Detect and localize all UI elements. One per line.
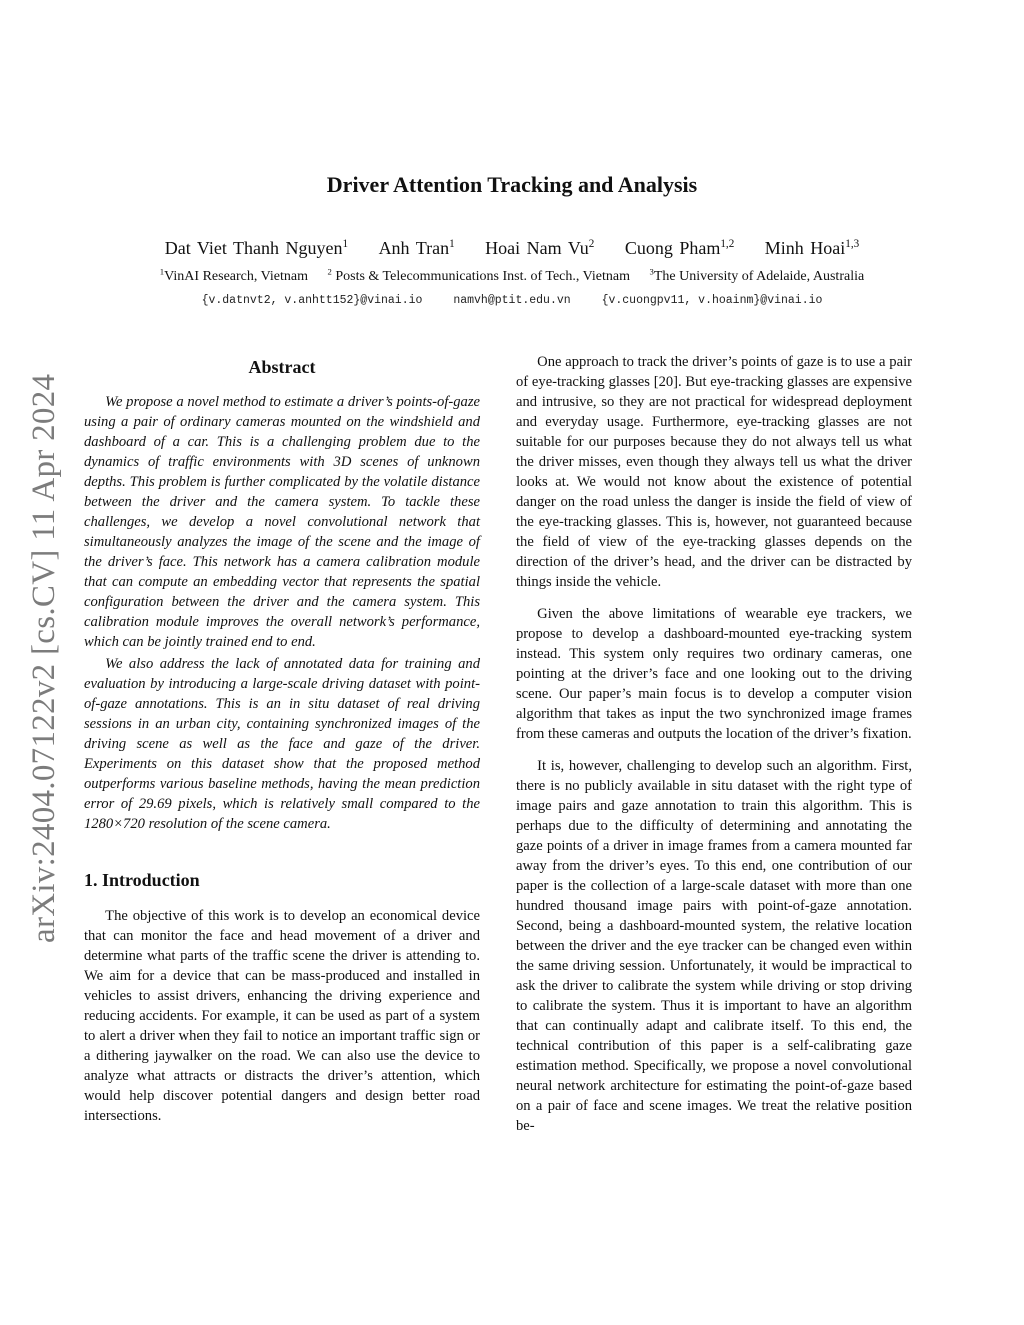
author: Cuong Pham$^{1,2}$ [624, 238, 735, 258]
body-paragraph: The objective of this work is to develop an economical device that can monitor the face and head movement of a driver and determine what parts of the traffic scene the driver is attending to. We aim for a device that can be mass-produced and installed in vehicles to assist drivers, enhancing the driving experience and reducing accidents. For example, it can be used as part of a system to alert a driver when they fail to notice an important traffic sign or a dithering jaywalker on the road. We can also use the device to analyze what attracts or distracts the driver’s attention, which would help discover potential dangers and design better road intersections. [84, 908, 480, 1124]
paper-title: Driver Attention Tracking and Analysis [326, 172, 698, 197]
affiliation: $^1$VinAI Research, Vietnam [159, 266, 308, 284]
author: Dat Viet Thanh Nguyen$^1$ [164, 238, 349, 258]
author: Anh Tran$^1$ [378, 238, 455, 258]
abstract-heading: Abstract [248, 357, 316, 377]
abstract-paragraph: We also address the lack of annotated data for training and evaluation by introducing a large-scale driving dataset with point-of-gaze annotations. This is an in situ dataset of real driving sessions in an urban city, containing synchronized images of the driving scene as well as the face and gaze of the driver. Experiments on this dataset show that the proposed method outperforms various baseline methods, having the mean prediction error of 29.69 pixels, which is relatively small compared to the 1280×720 resolution of the scene camera. [84, 656, 480, 832]
arxiv-stamp: arXiv:2404.07122v2 [cs.CV] 11 Apr 2024 [26, 373, 62, 943]
author: Hoai Nam Vu$^2$ [485, 238, 595, 258]
author-list [0, 238, 1024, 259]
body-paragraph: Given the above limitations of wearable eye trackers, we propose to develop a dashboard-mounted eye-tracking system instead. This system only requires two ordinary cameras, one pointing at the driver’s face and one looking out to the driving scene. Our paper’s main focus is to develop a computer vision algorithm that takes as input the two synchronized image frames from these cameras and outputs the location of the driver’s fixation. [516, 606, 912, 742]
left-column [84, 352, 480, 1138]
email-list [0, 294, 1024, 307]
body-paragraph: It is, however, challenging to develop such an algorithm. First, there is no publicly available in situ dataset with the right type of image pairs and gaze annotation to train this algorithm. This is perhaps due to the difficulty of determining and annotating the gaze points of a driver in image frames from a camera mounted far away from the driver’s eyes. To this end, one contribution of our paper is the collection of a large-scale dataset with more than one hundred thousand image pairs with point-of-gaze annotation. Second, being a dashboard-mounted system, the relative location between the driver and the eye tracker can be changed even within the same driving session. Unfortunately, it would be impractical to ask the driver to calibrate the system while driving or stop driving to calibrate the system. Thus it is important to have an algorithm that can continually adapt and calibrate itself. To this end, the technical contribution of this paper is a self-calibrating gaze estimation method. Specifically, we propose a novel convolutional neural network architecture for estimating the point-of-gaze based on a pair of face and scene images. We treat the relative position be- [516, 758, 912, 1134]
right-column [516, 352, 912, 1148]
affiliation: $^2$ Posts & Telecommunications Inst. of Tech., Vietnam [327, 266, 631, 284]
author: Minh Hoai$^{1,3}$ [764, 238, 860, 258]
affiliation-list [0, 266, 1024, 285]
section-heading-introduction: 1. Introduction [84, 870, 200, 890]
abstract-section [84, 357, 480, 834]
email: {v.datnvt2, v.anhtt152}@vinai.io [201, 294, 423, 307]
email: {v.cuongpv11, v.hoainm}@vinai.io [601, 294, 823, 307]
affiliation: $^3$The University of Adelaide, Australia [649, 266, 865, 284]
abstract-paragraph: We propose a novel method to estimate a driver’s points-of-gaze using a pair of ordinary cameras mounted on the windshield and dashboard of a car. This is a challenging problem due to the dynamics of traffic environments with 3D scenes of unknown depths. This problem is further complicated by the volatile distance between the driver and the camera system. To tackle these challenges, we develop a novel convolutional network that simultaneously analyzes the image of the scene and the image of the driver’s face. This network has a camera calibration module that can compute an embedding vector that represents the spatial configuration between the driver and the camera system. This calibration module improves the overall network’s performance, which can be jointly trained end to end. [84, 394, 480, 650]
email: namvh@ptit.edu.vn [453, 294, 571, 307]
body-paragraph: One approach to track the driver’s points of gaze is to use a pair of eye-tracking glasses [20]. But eye-tracking glasses are expensive and intrusive, so they are not practical for widespread deployment and everyday usage. Furthermore, eye-tracking glasses are not suitable for our purposes because they do not always tell us what the driver misses, even though they always tell us what the driver looks at. We would not know about the existence of potential danger on the road unless the danger is inside the field of view of the eye-tracking glasses. This is, however, not guaranteed because the field of view of the eye-tracking glasses depends on the direction of the driver’s head, and the driver can be distracted by things inside the vehicle. [516, 354, 912, 590]
